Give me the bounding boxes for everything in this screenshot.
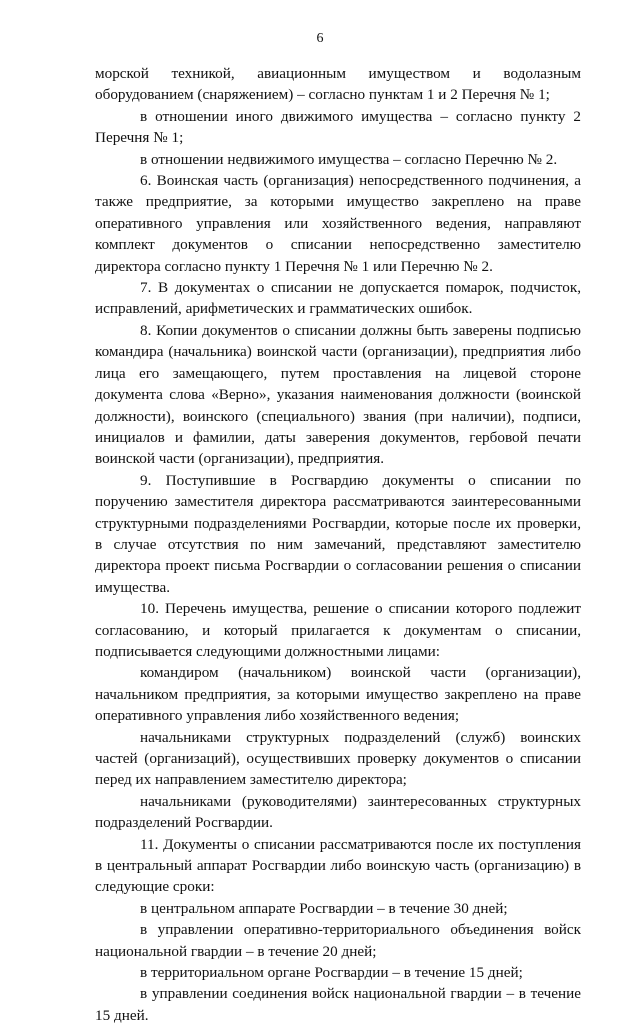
paragraph-item-6: 6. Воинская часть (организация) непосредственного подчинения, а также предприятие, за которыми имущество закреплено на праве оперативного управления или хозяйственного ведения, направляют комплект документов о списании непосредственно заместителю директора согласно пункту 1 Перечня № 1 или Перечню № 2. [95, 172, 581, 275]
paragraph-item-8: 8. Копии документов о списании должны быть заверены подписью командира (начальника) воинской части (организации), предприятия либо лица его замещающего, путем проставления на лицевой стороне документа слова «Верно», указания наименования должности (воинской должности), воинского (специального) звания (при наличии), подписи, инициалов и фамилии, даты заверения документов, гербовой печати воинской части (организации), предприятия. [95, 321, 581, 468]
paragraph-item-7: 7. В документах о списании не допускается помарок, подчисток, исправлений, арифметических и грамматических ошибок. [95, 279, 581, 318]
document-body [95, 63, 581, 1026]
paragraph-term-formation: в управлении соединения войск национальной гвардии – в течение 15 дней. [95, 985, 581, 1024]
paragraph-signer-commander: командиром (начальником) воинской части (организации), начальником предприятия, за которыми имущество закреплено на праве оперативного управления либо хозяйственного ведения; [95, 664, 581, 725]
paragraph-term-central: в центральном аппарате Росгвардии – в течение 30 дней; [140, 899, 508, 917]
paragraph-signer-rosgvardia-heads: начальниками (руководителями) заинтересованных структурных подразделений Росгвардии. [95, 792, 581, 832]
paragraph-item-10: 10. Перечень имущества, решение о списании которого подлежит согласованию, и который прилагается к документам о списании, подписывается следующими должностными лицами: [95, 600, 581, 660]
page-number: 6 [316, 31, 324, 46]
paragraph-term-operational-territorial: в управлении оперативно-территориального объединения войск национальной гвардии – в течение 20 дней; [95, 921, 581, 960]
paragraph-item-11: 11. Документы о списании рассматриваются после их поступления в центральный аппарат Росгвардии либо воинскую часть (организацию) в следующие сроки: [95, 835, 581, 896]
paragraph-continuation-maritime: морской техникой, авиационным имуществом и водолазным оборудованием (снаряжением) – согласно пунктам 1 и 2 Перечня № 1; [95, 65, 581, 104]
paragraph-term-territorial-body: в территориальном органе Росгвардии – в течение 15 дней; [140, 964, 523, 982]
paragraph-item-9: 9. Поступившие в Росгвардию документы о списании по поручению заместителя директора рассматриваются заинтересованными структурными подразделениями Росгвардии, которые после их проверки, в случае отсутствия по ним замечаний, представляют заместителю директора проект письма Росгвардии о согласовании решения о списании имущества. [95, 471, 581, 596]
paragraph-movable-property: в отношении иного движимого имущества – согласно пункту 2 Перечня № 1; [95, 107, 581, 147]
paragraph-real-estate: в отношении недвижимого имущества – согласно Перечню № 2. [140, 150, 558, 168]
paragraph-signer-unit-heads: начальниками структурных подразделений (служб) воинских частей (организаций), осуществивших проверку документов о списании перед их направлением заместителю директора; [95, 728, 581, 789]
